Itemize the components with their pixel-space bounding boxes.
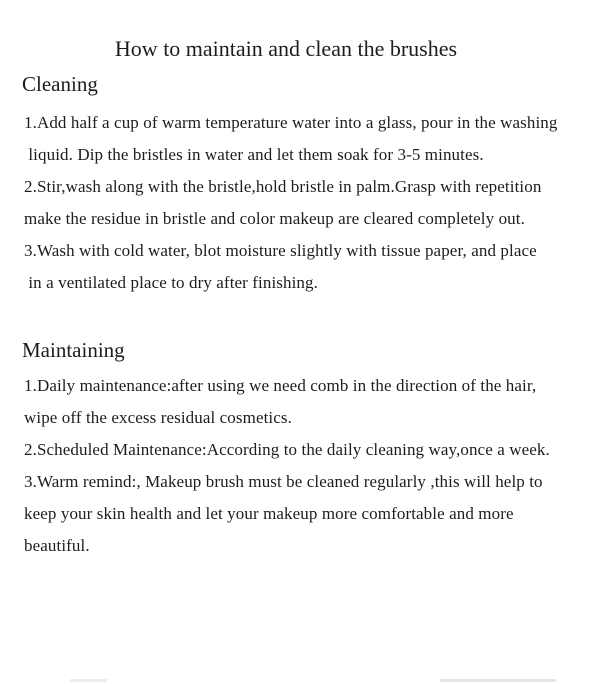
section-heading-maintaining: Maintaining — [22, 338, 125, 362]
section-heading-cleaning: Cleaning — [22, 72, 98, 96]
text-line: make the residue in bristle and color makeup are cleared completely out. — [24, 209, 525, 228]
text-line: beautiful. — [24, 536, 90, 555]
cleaning-instructions — [24, 107, 558, 299]
text-line: liquid. Dip the bristles in water and let them soak for 3-5 minutes. — [24, 145, 484, 164]
text-line: keep your skin health and let your makeup more comfortable and more — [24, 504, 514, 523]
text-line: 3.Warm remind:, Makeup brush must be cleaned regularly ,this will help to — [24, 472, 543, 491]
page-title: How to maintain and clean the brushes — [114, 36, 458, 61]
text-line: 2.Stir,wash along with the bristle,hold bristle in palm.Grasp with repetition — [24, 177, 542, 196]
text-line: 2.Scheduled Maintenance:According to the daily cleaning way,once a week. — [24, 440, 550, 459]
maintaining-instructions — [24, 370, 550, 562]
bottom-edge-fragment-right — [440, 679, 556, 682]
text-line: in a ventilated place to dry after finishing. — [24, 273, 318, 292]
text-line: 1.Add half a cup of warm temperature water into a glass, pour in the washing — [24, 113, 558, 132]
bottom-edge-fragment-left — [70, 679, 107, 682]
text-line: 3.Wash with cold water, blot moisture slightly with tissue paper, and place — [24, 241, 537, 260]
text-line: 1.Daily maintenance:after using we need comb in the direction of the hair, — [24, 376, 537, 395]
text-line: wipe off the excess residual cosmetics. — [24, 408, 292, 427]
